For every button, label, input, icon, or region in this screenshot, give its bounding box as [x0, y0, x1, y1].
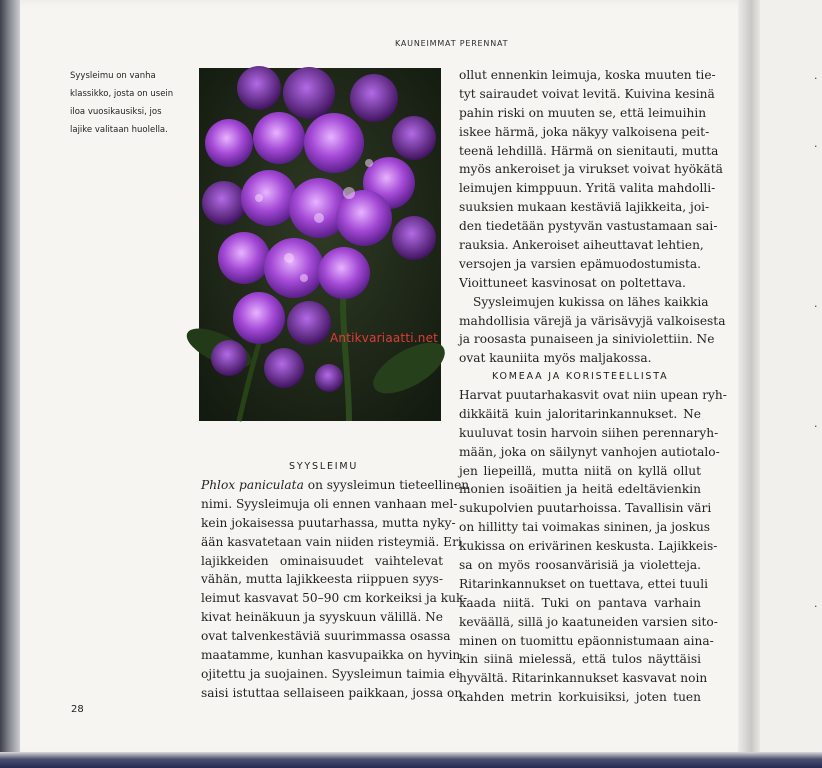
text-line: suuksien mukaan kestäviä lajikkeita, joi- [459, 200, 710, 215]
body-column-left [201, 476, 470, 703]
text-line: ojitettu ja suojainen. Syysleimun taimia ei [201, 666, 460, 681]
text-line: kein jokaisessa puutarhassa, mutta nyky- [201, 515, 456, 530]
text-line: jen liepeillä, mutta niitä on kyllä ollut [459, 463, 701, 478]
caption-line: klassikko, josta on usein [70, 89, 174, 99]
text-line: Ritarinkannukset on tuettava, ettei tuuli [459, 576, 708, 591]
text-line: kahden metrin korkuisiksi, joten tuen [459, 690, 701, 705]
text-line: monien isoäitien ja heitä edeltävienkin [459, 482, 701, 497]
next-page-fragment: · [814, 72, 818, 85]
text-line: nimi. Syysleimuja oli ennen vanhaan mel- [201, 496, 458, 511]
caption-line: iloa vuosikausiksi, jos [70, 107, 162, 117]
text-line-rest: on syysleimun tieteellinen [303, 478, 470, 492]
book-bottom-edge [0, 752, 822, 768]
text-line: pahin riski on muuten se, että leimuihin [459, 105, 707, 120]
text-line: ovat talvenkestäviä suurimmassa osassa [201, 629, 451, 644]
text-line: ja roosasta punaiseen ja siniviolettiin. Ne [459, 332, 715, 347]
page-number: 28 [71, 704, 84, 715]
section-heading-syysleimu: SYYSLEIMU [289, 461, 359, 472]
text-line: leimut kasvavat 50–90 cm korkeiksi ja kuk- [201, 591, 468, 606]
next-page-fragment: · [814, 600, 818, 613]
next-page-fragment: · [814, 420, 818, 433]
text-line: tyt sairaudet voivat levitä. Kuivina kesinä [459, 86, 715, 101]
text-line: hyvältä. Ritarinkannukset kasvavat noin [459, 671, 708, 686]
page-gutter [738, 0, 762, 756]
text-line: kukissa on erivärinen keskusta. Lajikkeis- [459, 539, 718, 554]
text-line: Syysleimujen kukissa on lähes kaikkia [473, 294, 709, 309]
text-line: kin siinä mielessä, että tulos näyttäisi [459, 652, 701, 667]
text-line-first [201, 476, 470, 495]
text-line: Harvat puutarhakasvit ovat niin upean ryh- [459, 388, 727, 402]
text-line: saisi istuttaa sellaiseen paikkaan, jossa on [201, 685, 463, 700]
text-line: iskee härmä, joka näkyy valkoisena peit- [459, 124, 710, 139]
running-head: KAUNEIMMAT PERENNAT [395, 39, 509, 48]
latin-name: Phlox paniculata [201, 478, 304, 492]
text-line: keväällä, sillä jo kaatuneiden varsien sito- [459, 614, 718, 629]
text-line: kivat heinäkuun ja syyskuun välillä. Ne [201, 610, 443, 625]
next-page-fragment: · [814, 300, 818, 313]
text-line: vähän, mutta lajikkeesta riippuen syys- [201, 572, 443, 587]
text-line: mään, joka on säilynyt vanhojen autiotalo- [459, 444, 720, 459]
section-heading-komeaa: KOMEAA JA KORISTEELLISTA [492, 371, 669, 382]
text-line: Vioittuneet kasvinosat on poltettava. [459, 275, 686, 290]
text-line: myös ankeroiset ja virukset voivat hyökätä [459, 162, 723, 177]
text-line: kaada niitä. Tuki on pantava varhain [459, 595, 701, 610]
text-line: lajikkeiden ominaisuudet vaihtelevat [201, 553, 443, 568]
text-line: kuuluvat tosin harvoin siihen perennaryh- [459, 425, 719, 440]
text-line: on hillitty tai voimakas sininen, ja joskus [459, 520, 711, 535]
text-line: dikkäitä kuin jaloritarinkannukset. Ne [459, 406, 701, 421]
text-line: maatamme, kunhan kasvupaikka on hyvin [201, 648, 461, 663]
text-line: leimujen kimppuun. Yritä valita mahdolli- [459, 181, 716, 196]
text-line: den tiedetään pystyvän vastustamaan sai- [459, 219, 718, 234]
next-page-edge [760, 0, 822, 756]
body-column-right-bottom [459, 386, 727, 707]
text-line: versojen ja varsien epämuodostumista. [459, 256, 701, 271]
text-line: ollut ennenkin leimuja, koska muuten tie- [459, 68, 716, 82]
phlox-flowers-image [199, 68, 441, 421]
caption-line: Syysleimu on vanha [70, 71, 156, 81]
text-line: teenä lehdillä. Härmä on sienitauti, mutta [459, 143, 719, 158]
watermark: Antikvariaatti.net [330, 331, 439, 345]
text-line: rauksia. Ankeroiset aiheuttavat lehtien, [459, 238, 704, 253]
next-page-fragment: · [814, 140, 818, 153]
phlox-photo [199, 68, 441, 421]
text-line: ään kasvatetaan vain niiden risteymiä. Eri [201, 534, 462, 549]
caption-line: lajike valitaan huolella. [70, 125, 168, 135]
text-line: sukupolvien puutarhoissa. Tavallisin väri [459, 501, 712, 516]
text-line: mahdollisia värejä ja värisävyjä valkoisesta [459, 313, 726, 328]
text-line: minen on tuomittu epäonnistumaan aina- [459, 633, 714, 648]
text-line: ovat kauniita myös maljakossa. [459, 351, 652, 366]
photo-caption [70, 67, 195, 139]
body-column-right-top [459, 66, 726, 368]
text-line: sa on myös roosanvärisiä ja violetteja. [459, 558, 701, 573]
